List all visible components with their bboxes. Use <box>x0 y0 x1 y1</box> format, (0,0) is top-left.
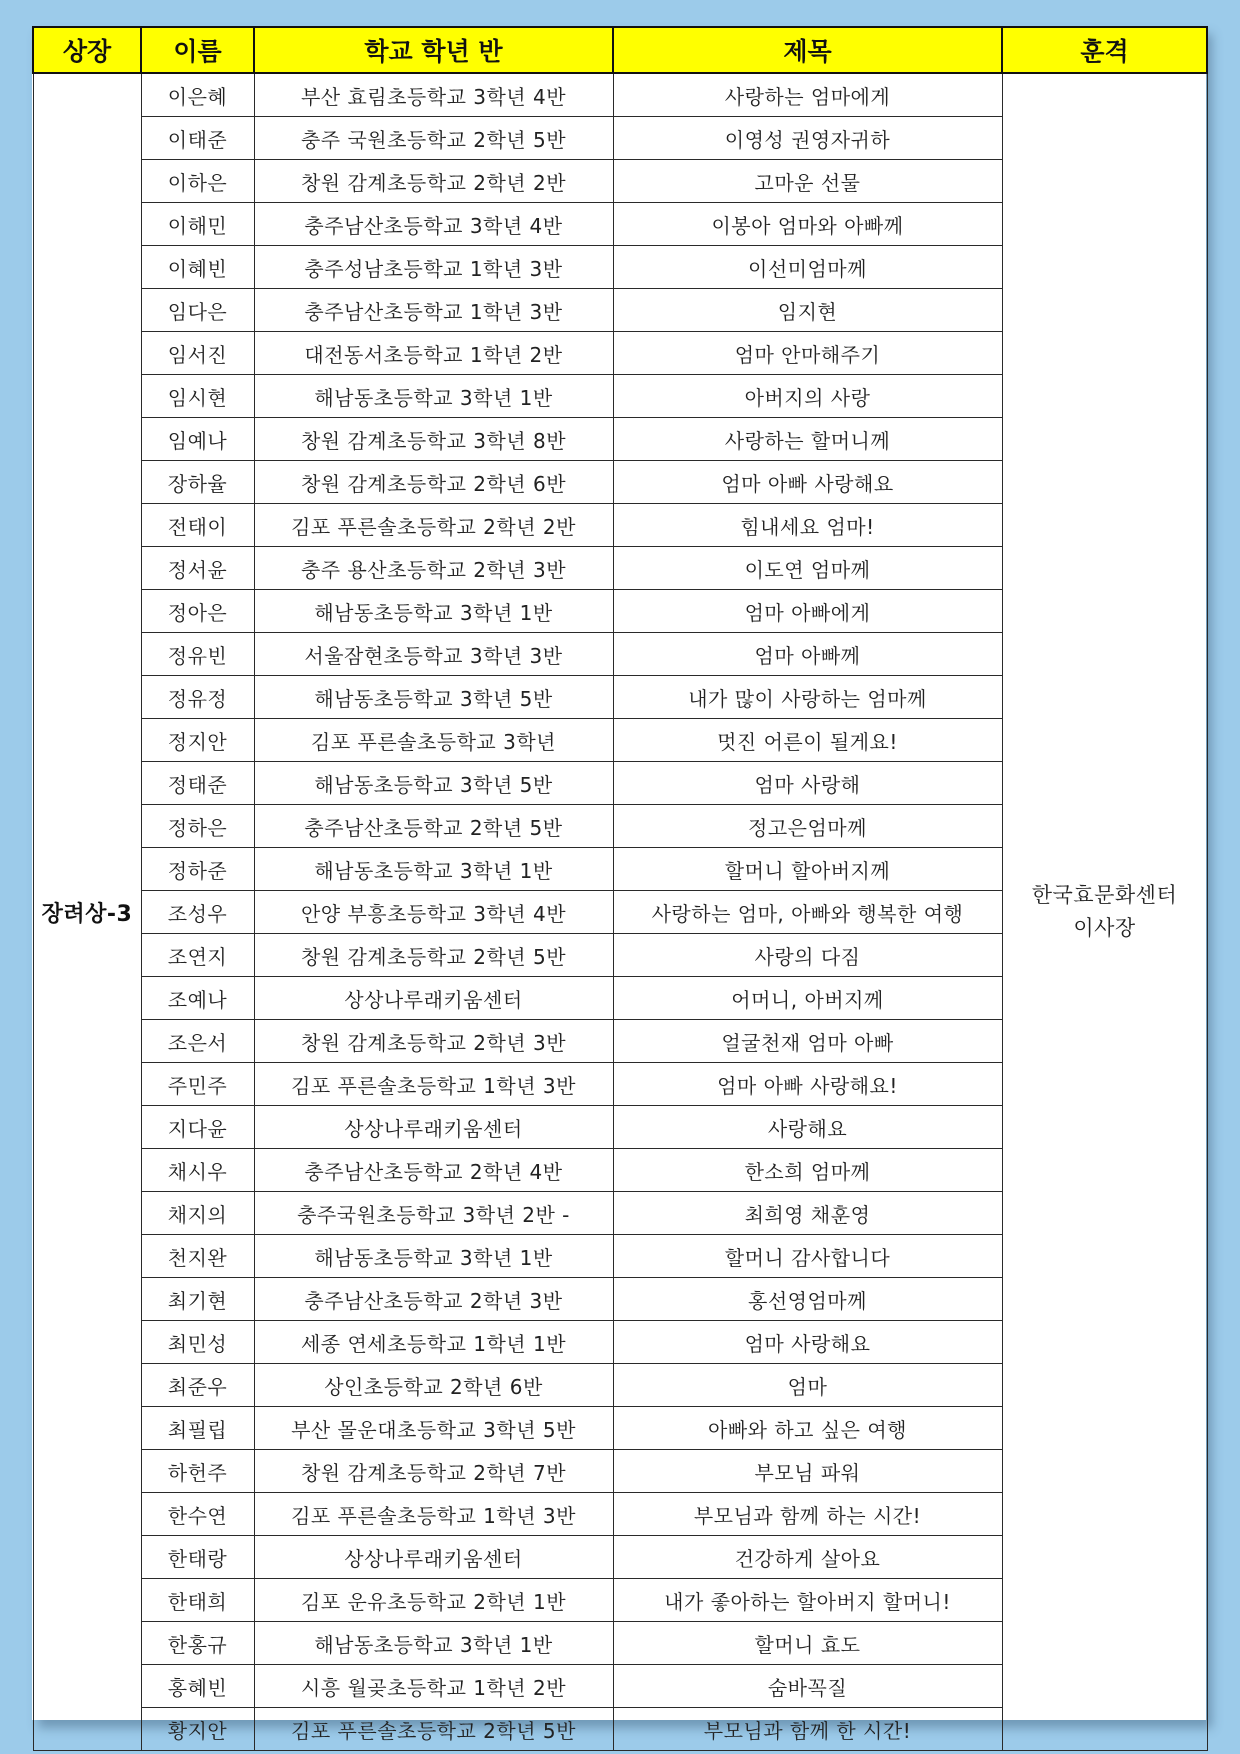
entry-title-cell: 정고은엄마께 <box>613 805 1002 848</box>
school-cell: 해남동초등학교 3학년 1반 <box>254 1235 613 1278</box>
entry-title-cell: 할머니 효도 <box>613 1622 1002 1665</box>
student-name-cell: 한태랑 <box>141 1536 254 1579</box>
entry-title-cell: 사랑해요 <box>613 1106 1002 1149</box>
header-title: 제목 <box>613 27 1002 73</box>
entry-title-cell: 사랑의 다짐 <box>613 934 1002 977</box>
entry-title-cell: 부모님 파워 <box>613 1450 1002 1493</box>
student-name-cell: 한태희 <box>141 1579 254 1622</box>
header-school: 학교 학년 반 <box>254 27 613 73</box>
school-cell: 충주성남초등학교 1학년 3반 <box>254 246 613 289</box>
entry-title-cell: 부모님과 함께 하는 시간! <box>613 1493 1002 1536</box>
entry-title-cell: 이봉아 엄마와 아빠께 <box>613 203 1002 246</box>
entry-title-cell: 엄마 아빠께 <box>613 633 1002 676</box>
entry-title-cell: 사랑하는 할머니께 <box>613 418 1002 461</box>
entry-title-cell: 할머니 할아버지께 <box>613 848 1002 891</box>
table-row <box>33 73 1207 117</box>
student-name-cell: 지다윤 <box>141 1106 254 1149</box>
sponsor-position: 이사장 <box>1073 916 1136 940</box>
entry-title-cell: 임지현 <box>613 289 1002 332</box>
school-cell: 해남동초등학교 3학년 5반 <box>254 676 613 719</box>
student-name-cell: 임다은 <box>141 289 254 332</box>
student-name-cell: 한홍규 <box>141 1622 254 1665</box>
student-name-cell: 황지안 <box>141 1708 254 1751</box>
school-cell: 해남동초등학교 3학년 1반 <box>254 590 613 633</box>
entry-title-cell: 최희영 채훈영 <box>613 1192 1002 1235</box>
entry-title-cell: 멋진 어른이 될게요! <box>613 719 1002 762</box>
student-name-cell: 이혜빈 <box>141 246 254 289</box>
entry-title-cell: 사랑하는 엄마, 아빠와 행복한 여행 <box>613 891 1002 934</box>
school-cell: 창원 감계초등학교 2학년 5반 <box>254 934 613 977</box>
school-cell: 해남동초등학교 3학년 1반 <box>254 1622 613 1665</box>
school-cell: 대전동서초등학교 1학년 2반 <box>254 332 613 375</box>
school-cell: 상상나루래키움센터 <box>254 1536 613 1579</box>
student-name-cell: 정유정 <box>141 676 254 719</box>
header-award: 상장 <box>33 27 141 73</box>
student-name-cell: 조은서 <box>141 1020 254 1063</box>
school-cell: 김포 푸른솔초등학교 2학년 2반 <box>254 504 613 547</box>
school-cell: 창원 감계초등학교 2학년 7반 <box>254 1450 613 1493</box>
school-cell: 충주 용산초등학교 2학년 3반 <box>254 547 613 590</box>
entry-title-cell: 이도연 엄마께 <box>613 547 1002 590</box>
entry-title-cell: 이영성 권영자귀하 <box>613 117 1002 160</box>
entry-title-cell: 건강하게 살아요 <box>613 1536 1002 1579</box>
student-name-cell: 정하은 <box>141 805 254 848</box>
entry-title-cell: 아버지의 사랑 <box>613 375 1002 418</box>
entry-title-cell: 부모님과 함께 한 시간! <box>613 1708 1002 1751</box>
school-cell: 충주남산초등학교 3학년 4반 <box>254 203 613 246</box>
student-name-cell: 조예나 <box>141 977 254 1020</box>
school-cell: 창원 감계초등학교 2학년 6반 <box>254 461 613 504</box>
student-name-cell: 최민성 <box>141 1321 254 1364</box>
school-cell: 충주남산초등학교 1학년 3반 <box>254 289 613 332</box>
student-name-cell: 이하은 <box>141 160 254 203</box>
entry-title-cell: 아빠와 하고 싶은 여행 <box>613 1407 1002 1450</box>
school-cell: 해남동초등학교 3학년 5반 <box>254 762 613 805</box>
school-cell: 충주 국원초등학교 2학년 5반 <box>254 117 613 160</box>
entry-title-cell: 엄마 사랑해요 <box>613 1321 1002 1364</box>
entry-title-cell: 어머니, 아버지께 <box>613 977 1002 1020</box>
student-name-cell: 조연지 <box>141 934 254 977</box>
award-category-cell: 장려상-3 <box>33 73 141 1751</box>
student-name-cell: 정태준 <box>141 762 254 805</box>
student-name-cell: 최준우 <box>141 1364 254 1407</box>
entry-title-cell: 고마운 선물 <box>613 160 1002 203</box>
school-cell: 김포 푸른솔초등학교 2학년 5반 <box>254 1708 613 1751</box>
school-cell: 김포 푸른솔초등학교 3학년 <box>254 719 613 762</box>
school-cell: 충주남산초등학교 2학년 4반 <box>254 1149 613 1192</box>
student-name-cell: 장하율 <box>141 461 254 504</box>
table-body <box>33 73 1207 1751</box>
header-name: 이름 <box>141 27 254 73</box>
school-cell: 창원 감계초등학교 2학년 3반 <box>254 1020 613 1063</box>
school-cell: 창원 감계초등학교 3학년 8반 <box>254 418 613 461</box>
school-cell: 충주국원초등학교 3학년 2반 - <box>254 1192 613 1235</box>
entry-title-cell: 이선미엄마께 <box>613 246 1002 289</box>
entry-title-cell: 내가 좋아하는 할아버지 할머니! <box>613 1579 1002 1622</box>
sponsor-organization: 한국효문화센터 <box>1031 883 1178 907</box>
entry-title-cell: 엄마 아빠에게 <box>613 590 1002 633</box>
document-sheet <box>32 26 1206 1743</box>
student-name-cell: 채시우 <box>141 1149 254 1192</box>
entry-title-cell: 엄마 <box>613 1364 1002 1407</box>
school-cell: 김포 푸른솔초등학교 1학년 3반 <box>254 1493 613 1536</box>
student-name-cell: 주민주 <box>141 1063 254 1106</box>
student-name-cell: 임서진 <box>141 332 254 375</box>
student-name-cell: 정지안 <box>141 719 254 762</box>
entry-title-cell: 엄마 사랑해 <box>613 762 1002 805</box>
student-name-cell: 채지의 <box>141 1192 254 1235</box>
school-cell: 상상나루래키움센터 <box>254 1106 613 1149</box>
entry-title-cell: 사랑하는 엄마에게 <box>613 73 1002 117</box>
header-sponsor: 훈격 <box>1002 27 1207 73</box>
school-cell: 시흥 월곶초등학교 1학년 2반 <box>254 1665 613 1708</box>
school-cell: 충주남산초등학교 2학년 3반 <box>254 1278 613 1321</box>
student-name-cell: 이태준 <box>141 117 254 160</box>
school-cell: 안양 부흥초등학교 3학년 4반 <box>254 891 613 934</box>
student-name-cell: 정하준 <box>141 848 254 891</box>
entry-title-cell: 홍선영엄마께 <box>613 1278 1002 1321</box>
student-name-cell: 임예나 <box>141 418 254 461</box>
entry-title-cell: 엄마 안마해주기 <box>613 332 1002 375</box>
school-cell: 서울잠현초등학교 3학년 3반 <box>254 633 613 676</box>
award-list-table <box>32 26 1208 1751</box>
student-name-cell: 이해민 <box>141 203 254 246</box>
student-name-cell: 하헌주 <box>141 1450 254 1493</box>
entry-title-cell: 한소희 엄마께 <box>613 1149 1002 1192</box>
school-cell: 김포 운유초등학교 2학년 1반 <box>254 1579 613 1622</box>
student-name-cell: 최기현 <box>141 1278 254 1321</box>
student-name-cell: 정아은 <box>141 590 254 633</box>
student-name-cell: 최필립 <box>141 1407 254 1450</box>
entry-title-cell: 할머니 감사합니다 <box>613 1235 1002 1278</box>
entry-title-cell: 엄마 아빠 사랑해요 <box>613 461 1002 504</box>
entry-title-cell: 엄마 아빠 사랑해요! <box>613 1063 1002 1106</box>
school-cell: 부산 몰운대초등학교 3학년 5반 <box>254 1407 613 1450</box>
school-cell: 김포 푸른솔초등학교 1학년 3반 <box>254 1063 613 1106</box>
table-header-row <box>33 27 1207 73</box>
school-cell: 상상나루래키움센터 <box>254 977 613 1020</box>
entry-title-cell: 힘내세요 엄마! <box>613 504 1002 547</box>
student-name-cell: 이은혜 <box>141 73 254 117</box>
entry-title-cell: 얼굴천재 엄마 아빠 <box>613 1020 1002 1063</box>
student-name-cell: 천지완 <box>141 1235 254 1278</box>
student-name-cell: 임시현 <box>141 375 254 418</box>
student-name-cell: 정서윤 <box>141 547 254 590</box>
school-cell: 상인초등학교 2학년 6반 <box>254 1364 613 1407</box>
student-name-cell: 한수연 <box>141 1493 254 1536</box>
school-cell: 해남동초등학교 3학년 1반 <box>254 848 613 891</box>
student-name-cell: 홍혜빈 <box>141 1665 254 1708</box>
student-name-cell: 조성우 <box>141 891 254 934</box>
student-name-cell: 정유빈 <box>141 633 254 676</box>
school-cell: 충주남산초등학교 2학년 5반 <box>254 805 613 848</box>
sponsor-cell <box>1002 73 1207 1751</box>
school-cell: 세종 연세초등학교 1학년 1반 <box>254 1321 613 1364</box>
school-cell: 부산 효림초등학교 3학년 4반 <box>254 73 613 117</box>
school-cell: 해남동초등학교 3학년 1반 <box>254 375 613 418</box>
entry-title-cell: 숨바꼭질 <box>613 1665 1002 1708</box>
entry-title-cell: 내가 많이 사랑하는 엄마께 <box>613 676 1002 719</box>
student-name-cell: 전태이 <box>141 504 254 547</box>
school-cell: 창원 감계초등학교 2학년 2반 <box>254 160 613 203</box>
